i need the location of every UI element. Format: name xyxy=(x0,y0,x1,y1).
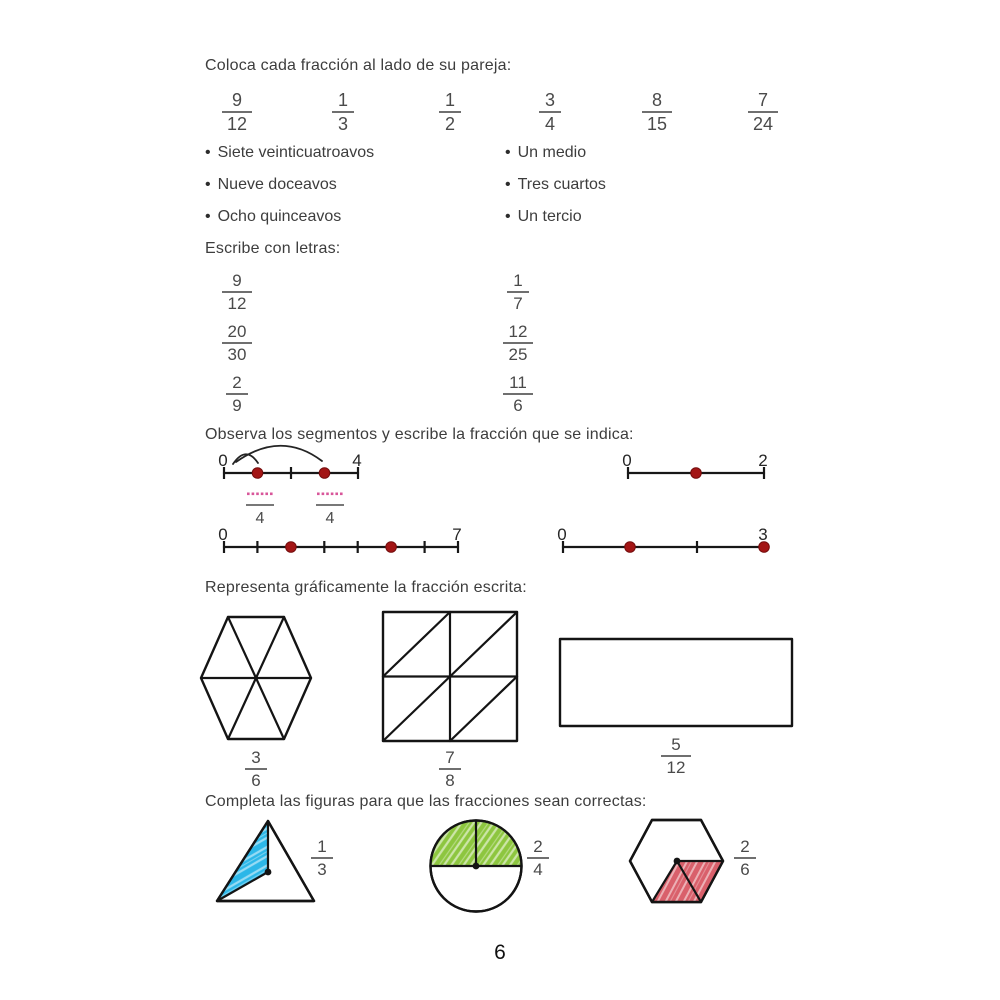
page-number: 6 xyxy=(494,941,506,964)
fraction-20-30 xyxy=(222,322,252,364)
bullet-icon xyxy=(505,144,518,162)
fraction-numerator: 20 xyxy=(227,322,247,341)
svg-text:0: 0 xyxy=(622,451,632,470)
svg-text:4: 4 xyxy=(352,451,362,470)
fraction-denominator: 15 xyxy=(646,114,668,134)
center-dot xyxy=(265,869,272,876)
fraction-8-15 xyxy=(642,90,672,134)
bullet-icon xyxy=(205,144,218,162)
fraction-denominator: 6 xyxy=(251,771,261,790)
marker-dot xyxy=(386,542,397,553)
fraction-1-2 xyxy=(439,90,461,134)
arc-annotation-large xyxy=(236,446,322,462)
fraction-numerator: 7 xyxy=(757,90,768,110)
fraction-bar xyxy=(503,342,533,344)
fraction-bar xyxy=(222,342,252,344)
center-dot xyxy=(674,858,681,865)
fraction-bar xyxy=(503,393,533,395)
fraction-numerator: 7 xyxy=(445,748,455,767)
fraction-denominator: 25 xyxy=(508,345,528,364)
fraction-numerator: 9 xyxy=(231,90,242,110)
fraction-denominator: 8 xyxy=(445,771,455,790)
match-option-label: Ocho quinceavos xyxy=(217,208,342,225)
fraction-numerator: 3 xyxy=(251,748,261,767)
heading-segments: Observa los segmentos y escribe la fracción que se indica: xyxy=(205,426,634,443)
heading-write: Escribe con letras: xyxy=(205,240,341,257)
bullet-icon xyxy=(505,176,518,194)
match-option xyxy=(505,144,606,162)
hexagon-figure xyxy=(630,820,723,902)
fraction-3-6 xyxy=(245,748,267,790)
fraction-bar xyxy=(332,111,354,113)
fraction-1-3 xyxy=(332,90,354,134)
circle-figure xyxy=(431,821,522,912)
center-dot xyxy=(473,863,480,870)
match-option-label: Un tercio xyxy=(517,208,582,225)
fraction-denominator: 7 xyxy=(513,294,523,313)
number-line-4 xyxy=(557,525,769,553)
fraction-denominator: 9 xyxy=(232,396,242,415)
svg-text:0: 0 xyxy=(218,451,228,470)
fraction-numerator: 3 xyxy=(544,90,555,110)
fraction-denominator: 24 xyxy=(752,114,774,134)
fraction-denominator: 3 xyxy=(317,860,327,879)
hexagon-shape xyxy=(201,617,311,739)
heading-complete: Completa las figuras para que las fracciones sean correctas: xyxy=(205,793,647,810)
match-option xyxy=(505,176,606,194)
match-option-label: Siete veinticuatroavos xyxy=(217,144,375,161)
fraction-bar xyxy=(222,291,252,293)
fraction-denominator: 3 xyxy=(337,114,348,134)
fraction-bar xyxy=(527,857,549,859)
marker-dot xyxy=(252,468,263,479)
fraction-numerator: 1 xyxy=(444,90,455,110)
heading-represent: Representa gráficamente la fracción escrita: xyxy=(205,579,527,596)
fraction-denominator: 12 xyxy=(226,114,248,134)
fraction-numerator: 2 xyxy=(232,373,242,392)
fraction-2-4 xyxy=(527,837,549,879)
fraction-denominator: 12 xyxy=(227,294,247,313)
svg-text:7: 7 xyxy=(452,525,462,544)
fraction-denominator: 2 xyxy=(444,114,455,134)
fraction-5-12 xyxy=(661,735,691,777)
fraction-bar xyxy=(226,393,248,395)
fraction-bar xyxy=(539,111,561,113)
fraction-bar xyxy=(222,111,252,113)
fraction-denominator: 6 xyxy=(513,396,523,415)
fraction-2-9 xyxy=(226,373,248,415)
match-option-label: Tres cuartos xyxy=(517,176,606,193)
match-options-right xyxy=(505,144,606,226)
fraction-2-6 xyxy=(734,837,756,879)
fraction-denominator: 6 xyxy=(740,860,750,879)
number-line-3 xyxy=(218,525,461,553)
marker-dot xyxy=(625,542,636,553)
rectangle-shape xyxy=(560,639,792,726)
square-shape xyxy=(383,612,517,741)
match-option xyxy=(205,208,374,226)
fraction-1-7 xyxy=(507,271,529,313)
marker-dot xyxy=(286,542,297,553)
answer-fraction-1 xyxy=(246,493,274,528)
fraction-1-3 xyxy=(311,837,333,879)
fraction-bar xyxy=(439,768,461,770)
fraction-numerator: 5 xyxy=(671,735,681,754)
fraction-numerator: 2 xyxy=(740,837,750,856)
svg-text:0: 0 xyxy=(557,525,567,544)
svg-text:4: 4 xyxy=(325,510,335,527)
fraction-numerator: 11 xyxy=(509,373,527,392)
number-line-1 xyxy=(218,446,361,479)
fraction-bar xyxy=(748,111,778,113)
fraction-numerator: 12 xyxy=(508,322,528,341)
fraction-bar xyxy=(439,111,461,113)
match-option-label: Nueve doceavos xyxy=(217,176,337,193)
fraction-denominator: 4 xyxy=(544,114,555,134)
triangle-figure xyxy=(217,821,314,901)
fraction-3-4 xyxy=(539,90,561,134)
fraction-denominator: 30 xyxy=(227,345,247,364)
match-option xyxy=(205,144,374,162)
fraction-bar xyxy=(311,857,333,859)
fraction-bar xyxy=(661,755,691,757)
marker-dot xyxy=(319,468,330,479)
svg-text:4: 4 xyxy=(255,510,265,527)
bullet-icon xyxy=(205,208,218,226)
fraction-denominator: 4 xyxy=(533,860,543,879)
answer-fraction-2 xyxy=(316,493,344,528)
fraction-11-6 xyxy=(503,373,533,415)
fraction-12-25 xyxy=(503,322,533,364)
fraction-bar xyxy=(734,857,756,859)
svg-text:3: 3 xyxy=(758,525,768,544)
fraction-denominator: 12 xyxy=(666,758,686,777)
number-line-2 xyxy=(622,451,767,479)
fraction-bar xyxy=(245,768,267,770)
svg-text:2: 2 xyxy=(758,451,768,470)
fraction-numerator: 8 xyxy=(651,90,662,110)
marker-dot xyxy=(691,468,702,479)
fraction-9-12 xyxy=(222,90,252,134)
match-option xyxy=(505,208,606,226)
match-option-label: Un medio xyxy=(517,144,587,161)
fraction-numerator: 9 xyxy=(232,271,242,290)
fraction-7-8 xyxy=(439,748,461,790)
svg-text:0: 0 xyxy=(218,525,228,544)
match-option xyxy=(205,176,374,194)
fraction-bar xyxy=(507,291,529,293)
fraction-numerator: 1 xyxy=(337,90,348,110)
fraction-bar xyxy=(642,111,672,113)
fraction-numerator: 1 xyxy=(513,271,523,290)
match-options-left xyxy=(205,144,374,226)
fraction-9-12 xyxy=(222,271,252,313)
fraction-7-24 xyxy=(748,90,778,134)
bullet-icon xyxy=(205,176,218,194)
fraction-numerator: 1 xyxy=(317,837,327,856)
fraction-numerator: 2 xyxy=(533,837,543,856)
bullet-icon xyxy=(505,208,518,226)
heading-match: Coloca cada fracción al lado de su pareja: xyxy=(205,57,512,74)
